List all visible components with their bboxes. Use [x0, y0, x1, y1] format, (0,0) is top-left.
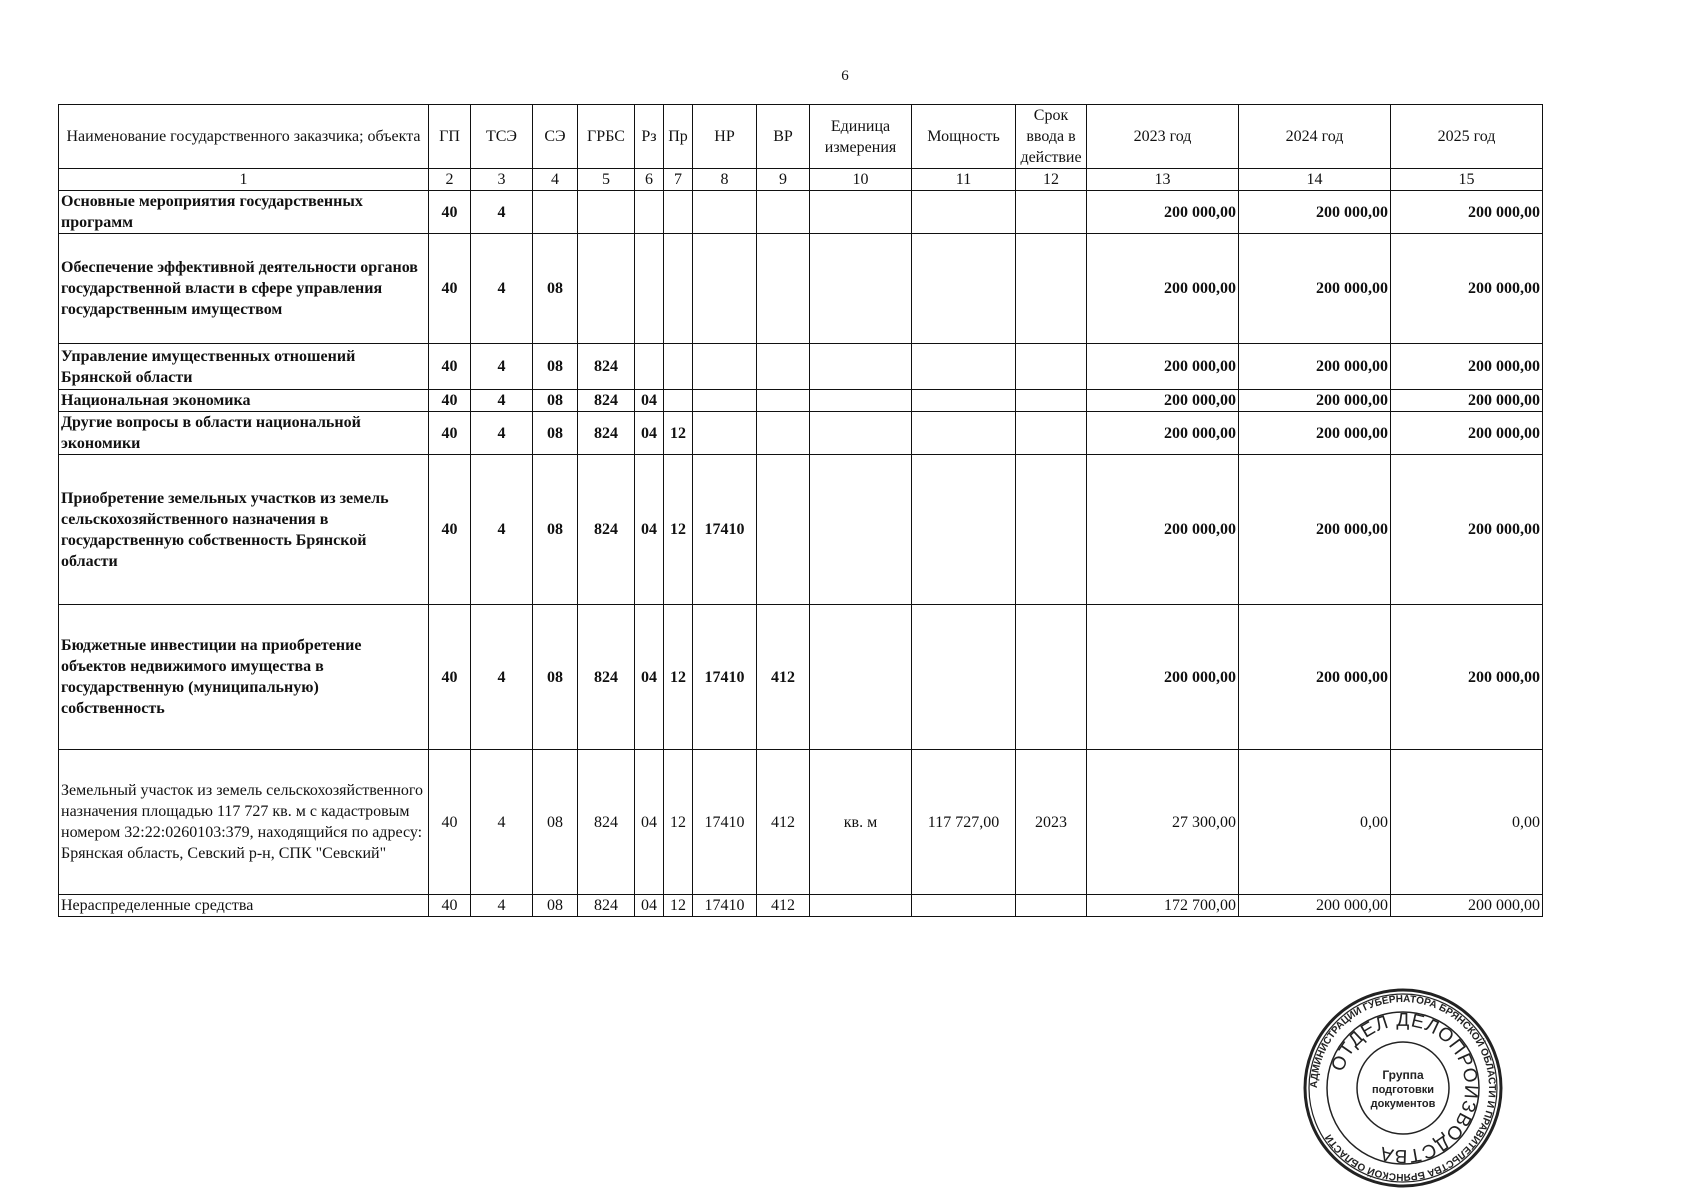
row-name: Другие вопросы в области национальной экономики	[59, 412, 429, 455]
row-se: 08	[533, 234, 578, 344]
table-row	[59, 191, 1543, 234]
row-deadline	[1016, 412, 1087, 455]
row-name: Бюджетные инвестиции на приобретение объектов недвижимого имущества в государственную (муниципальную) собственность	[59, 605, 429, 750]
row-gp: 40	[429, 605, 471, 750]
row-2024: 200 000,00	[1239, 895, 1391, 917]
row-2025: 0,00	[1391, 750, 1543, 895]
row-gp: 40	[429, 412, 471, 455]
row-2024: 0,00	[1239, 750, 1391, 895]
row-grbs	[578, 234, 635, 344]
row-gp: 40	[429, 344, 471, 390]
row-rz	[635, 234, 664, 344]
table-row	[59, 344, 1543, 390]
row-tse: 4	[471, 412, 533, 455]
row-2024: 200 000,00	[1239, 605, 1391, 750]
row-deadline: 2023	[1016, 750, 1087, 895]
row-vr	[757, 344, 810, 390]
row-capacity	[912, 344, 1016, 390]
header-grbs: ГРБС	[578, 105, 635, 169]
row-2023: 172 700,00	[1087, 895, 1239, 917]
row-deadline	[1016, 390, 1087, 412]
row-name: Обеспечение эффективной деятельности органов государственной власти в сфере управления государственным имуществом	[59, 234, 429, 344]
row-2025: 200 000,00	[1391, 412, 1543, 455]
row-unit	[810, 412, 912, 455]
header-capacity: Мощность	[912, 105, 1016, 169]
row-deadline	[1016, 344, 1087, 390]
row-unit	[810, 895, 912, 917]
row-gp: 40	[429, 895, 471, 917]
row-se: 08	[533, 390, 578, 412]
row-2023: 200 000,00	[1087, 390, 1239, 412]
row-se: 08	[533, 750, 578, 895]
row-tse: 4	[471, 390, 533, 412]
row-deadline	[1016, 455, 1087, 605]
row-nr	[693, 344, 757, 390]
row-se: 08	[533, 605, 578, 750]
row-nr	[693, 390, 757, 412]
row-2023: 200 000,00	[1087, 412, 1239, 455]
row-pr: 12	[664, 412, 693, 455]
row-name: Управление имущественных отношений Брянской области	[59, 344, 429, 390]
row-nr: 17410	[693, 455, 757, 605]
stamp-center-line-2: подготовки	[1371, 1084, 1435, 1096]
row-2024: 200 000,00	[1239, 344, 1391, 390]
row-vr: 412	[757, 895, 810, 917]
column-number: 3	[471, 169, 533, 191]
row-vr	[757, 191, 810, 234]
row-capacity	[912, 895, 1016, 917]
column-number: 5	[578, 169, 635, 191]
row-tse: 4	[471, 234, 533, 344]
column-number: 8	[693, 169, 757, 191]
row-grbs: 824	[578, 605, 635, 750]
department-stamp	[1302, 987, 1504, 1189]
stamp-inner-text: ОТДЕЛ ДЕЛОПРОИЗВОДСТВА	[1327, 1009, 1482, 1167]
row-unit	[810, 344, 912, 390]
table-row	[59, 234, 1543, 344]
row-2024: 200 000,00	[1239, 412, 1391, 455]
row-deadline	[1016, 605, 1087, 750]
row-se: 08	[533, 455, 578, 605]
row-gp: 40	[429, 455, 471, 605]
column-number: 12	[1016, 169, 1087, 191]
row-unit	[810, 390, 912, 412]
header-unit: Единица измерения	[810, 105, 912, 169]
row-rz: 04	[635, 455, 664, 605]
row-rz: 04	[635, 390, 664, 412]
row-deadline	[1016, 895, 1087, 917]
column-number: 4	[533, 169, 578, 191]
row-deadline	[1016, 234, 1087, 344]
row-2025: 200 000,00	[1391, 390, 1543, 412]
row-2023: 200 000,00	[1087, 191, 1239, 234]
row-capacity	[912, 455, 1016, 605]
row-nr	[693, 234, 757, 344]
row-2023: 200 000,00	[1087, 605, 1239, 750]
row-pr: 12	[664, 750, 693, 895]
row-name: Основные мероприятия государственных программ	[59, 191, 429, 234]
row-2024: 200 000,00	[1239, 390, 1391, 412]
row-grbs: 824	[578, 895, 635, 917]
row-name: Национальная экономика	[59, 390, 429, 412]
column-number: 7	[664, 169, 693, 191]
row-name: Земельный участок из земель сельскохозяйственного назначения площадью 117 727 кв. м с кадастровым номером 32:22:0260103:379, находящийся по адресу: Брянская область, Севский р-н, СПК "Севский"	[59, 750, 429, 895]
table-row	[59, 455, 1543, 605]
row-tse: 4	[471, 191, 533, 234]
page-number: 6	[841, 68, 849, 84]
row-name: Нераспределенные средства	[59, 895, 429, 917]
row-2024: 200 000,00	[1239, 455, 1391, 605]
row-vr: 412	[757, 750, 810, 895]
row-vr	[757, 455, 810, 605]
row-deadline	[1016, 191, 1087, 234]
row-2025: 200 000,00	[1391, 191, 1543, 234]
table-row	[59, 412, 1543, 455]
row-vr	[757, 234, 810, 344]
row-se: 08	[533, 344, 578, 390]
row-grbs: 824	[578, 390, 635, 412]
header-tse: ТСЭ	[471, 105, 533, 169]
row-pr	[664, 390, 693, 412]
row-capacity	[912, 191, 1016, 234]
row-2024: 200 000,00	[1239, 234, 1391, 344]
header-2025: 2025 год	[1391, 105, 1543, 169]
row-2025: 200 000,00	[1391, 455, 1543, 605]
row-pr	[664, 344, 693, 390]
column-number: 14	[1239, 169, 1391, 191]
table-row	[59, 390, 1543, 412]
row-grbs: 824	[578, 344, 635, 390]
row-rz: 04	[635, 412, 664, 455]
row-pr	[664, 191, 693, 234]
row-vr	[757, 390, 810, 412]
row-2023: 200 000,00	[1087, 234, 1239, 344]
row-nr: 17410	[693, 895, 757, 917]
row-unit	[810, 605, 912, 750]
row-se: 08	[533, 412, 578, 455]
row-unit: кв. м	[810, 750, 912, 895]
header-name: Наименование государственного заказчика; объекта	[59, 105, 429, 169]
column-number: 13	[1087, 169, 1239, 191]
header-se: СЭ	[533, 105, 578, 169]
header-deadline: Срок ввода в действие	[1016, 105, 1087, 169]
row-rz: 04	[635, 750, 664, 895]
row-tse: 4	[471, 750, 533, 895]
row-grbs: 824	[578, 750, 635, 895]
header-row	[59, 105, 1543, 169]
row-capacity: 117 727,00	[912, 750, 1016, 895]
column-number: 1	[59, 169, 429, 191]
stamp-center-line-3: документов	[1370, 1098, 1436, 1110]
row-nr: 17410	[693, 605, 757, 750]
row-se	[533, 191, 578, 234]
header-vr: ВР	[757, 105, 810, 169]
row-tse: 4	[471, 605, 533, 750]
row-capacity	[912, 412, 1016, 455]
row-pr: 12	[664, 455, 693, 605]
table-row	[59, 750, 1543, 895]
row-grbs	[578, 191, 635, 234]
row-gp: 40	[429, 191, 471, 234]
row-2023: 27 300,00	[1087, 750, 1239, 895]
row-capacity	[912, 234, 1016, 344]
row-2023: 200 000,00	[1087, 455, 1239, 605]
row-vr	[757, 412, 810, 455]
row-2025: 200 000,00	[1391, 234, 1543, 344]
header-2024: 2024 год	[1239, 105, 1391, 169]
row-se: 08	[533, 895, 578, 917]
table-row	[59, 895, 1543, 917]
row-gp: 40	[429, 234, 471, 344]
row-2025: 200 000,00	[1391, 605, 1543, 750]
header-rz: Рз	[635, 105, 664, 169]
row-gp: 40	[429, 390, 471, 412]
row-2024: 200 000,00	[1239, 191, 1391, 234]
row-capacity	[912, 605, 1016, 750]
row-nr	[693, 412, 757, 455]
budget-table	[58, 104, 1543, 917]
row-nr: 17410	[693, 750, 757, 895]
row-capacity	[912, 390, 1016, 412]
row-rz: 04	[635, 895, 664, 917]
row-2025: 200 000,00	[1391, 344, 1543, 390]
column-number: 11	[912, 169, 1016, 191]
header-nr: НР	[693, 105, 757, 169]
header-pr: Пр	[664, 105, 693, 169]
row-grbs: 824	[578, 412, 635, 455]
header-gp: ГП	[429, 105, 471, 169]
header-2023: 2023 год	[1087, 105, 1239, 169]
row-nr	[693, 191, 757, 234]
stamp-center-line-1: Группа	[1382, 1068, 1424, 1082]
column-number: 2	[429, 169, 471, 191]
row-name: Приобретение земельных участков из земель сельскохозяйственного назначения в государственную собственность Брянской области	[59, 455, 429, 605]
row-tse: 4	[471, 895, 533, 917]
row-tse: 4	[471, 344, 533, 390]
row-rz: 04	[635, 605, 664, 750]
column-number: 15	[1391, 169, 1543, 191]
row-pr: 12	[664, 895, 693, 917]
row-2025: 200 000,00	[1391, 895, 1543, 917]
row-grbs: 824	[578, 455, 635, 605]
stamp-outer-text: АДМИНИСТРАЦИИ ГУБЕРНАТОРА БРЯНСКОЙ ОБЛАСТИ И ПРАВИТЕЛЬСТВА БРЯНСКОЙ ОБЛАСТИ	[1308, 993, 1498, 1183]
column-number-row	[59, 169, 1543, 191]
row-rz	[635, 344, 664, 390]
row-vr: 412	[757, 605, 810, 750]
row-unit	[810, 234, 912, 344]
row-2023: 200 000,00	[1087, 344, 1239, 390]
column-number: 6	[635, 169, 664, 191]
row-pr	[664, 234, 693, 344]
row-pr: 12	[664, 605, 693, 750]
column-number: 10	[810, 169, 912, 191]
table-row	[59, 605, 1543, 750]
row-rz	[635, 191, 664, 234]
row-tse: 4	[471, 455, 533, 605]
column-number: 9	[757, 169, 810, 191]
row-unit	[810, 191, 912, 234]
row-gp: 40	[429, 750, 471, 895]
row-unit	[810, 455, 912, 605]
